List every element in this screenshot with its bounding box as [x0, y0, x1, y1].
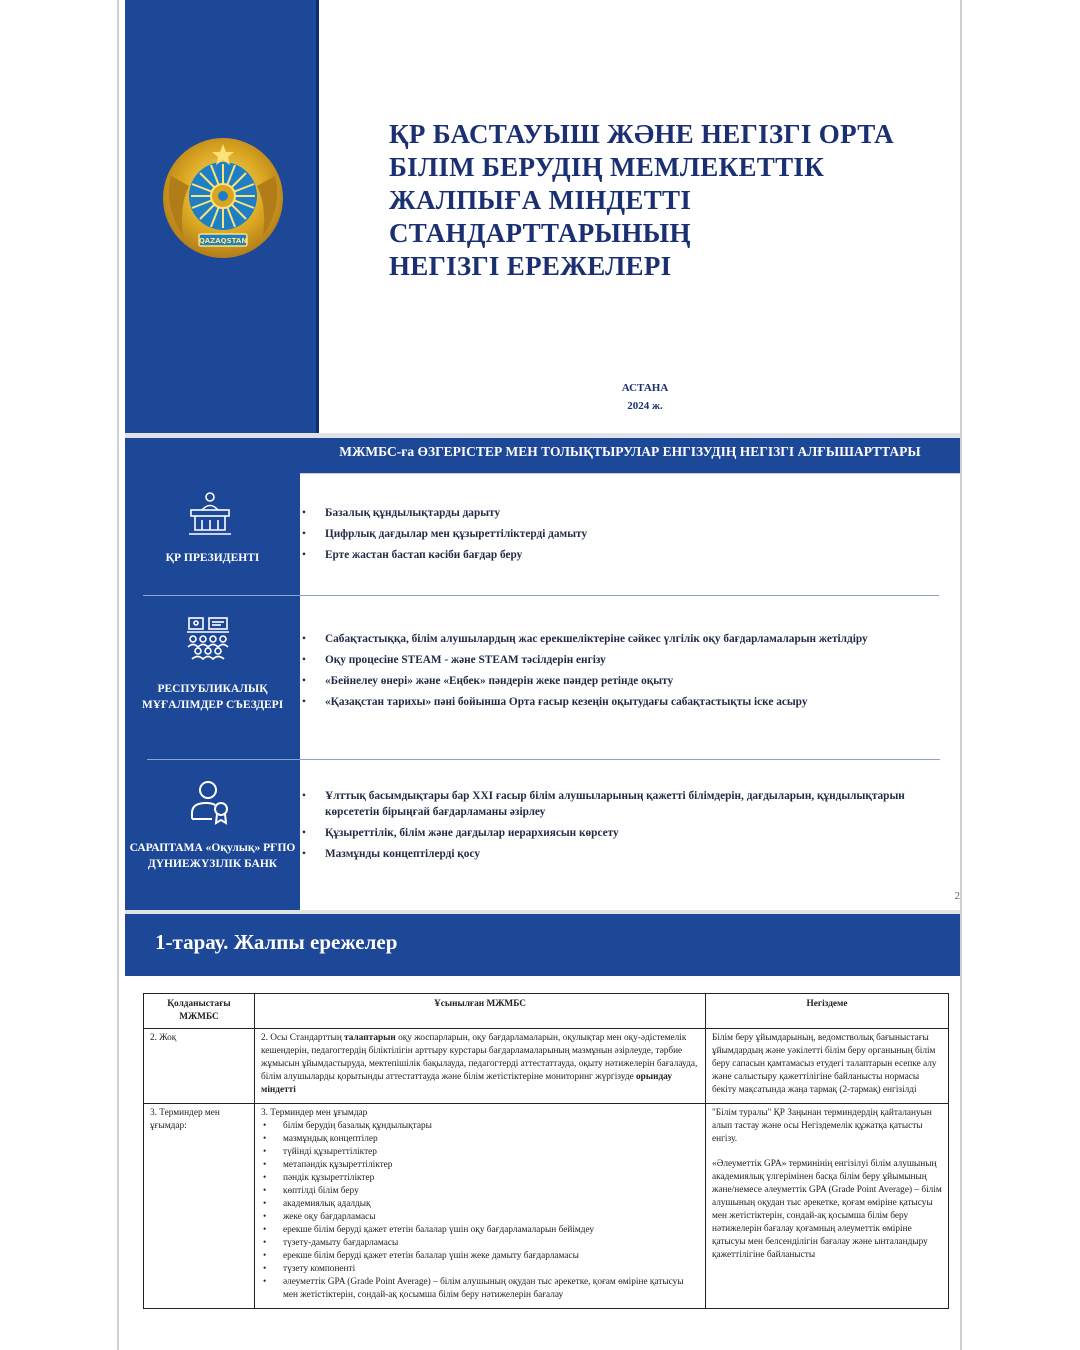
chapter-header: [125, 914, 960, 976]
title-line: НЕГІЗГІ ЕРЕЖЕЛЕРІ: [389, 251, 672, 281]
list-item: • пәндік құзыреттіліктер: [261, 1172, 699, 1185]
general-provisions-slide: [125, 914, 960, 1350]
list-item: • әлеуметтік GPA (Grade Point Average) – білім алушының оқудан тыс әрекетке, қоғам өміріне қатысуы мен жетістіктерін, сондай-ақ қосымша білім беру нәтижелерін бағалау: [261, 1276, 699, 1302]
list-item: • Ерте жастан бастап кәсіби бағдар беру: [300, 547, 920, 563]
list-item: • мазмұндық концептілер: [261, 1133, 699, 1146]
podium-speaker-icon: [187, 490, 233, 536]
list-item: • Құзыреттілік, білім және дағдылар иерархиясын көрсету: [300, 825, 920, 841]
prerequisites-header: [300, 438, 960, 473]
title-line: ЖАЛПЫҒА МІНДЕТТІ: [389, 185, 692, 215]
list-item: • ерекше білім беруді қажет ететін балалар үшін оқу бағдарламаларын бейімдеу: [261, 1224, 699, 1237]
cell-proposed: [255, 1029, 706, 1104]
state-emblem-icon: [161, 136, 285, 260]
list-item: • білім берудің базалық құндылықтары: [261, 1120, 699, 1133]
list-item: • Базалық құндылықтарды дарыту: [300, 505, 920, 521]
page-left-edge: [117, 0, 119, 1350]
title-line: СТАНДАРТТАРЫНЫҢ: [389, 218, 691, 248]
document-title: [389, 118, 949, 283]
section-label-expertise: САРАПТАМА «Оқулық» РҒПО ДҮНИЕЖҮЗІЛІК БАНК: [129, 842, 296, 870]
audience-presentation-icon: [185, 615, 231, 661]
table-row: [144, 1104, 949, 1309]
year-label: 2024 ж.: [627, 400, 663, 412]
prerequisites-slide: [125, 438, 960, 910]
list-item: • жеке оқу бағдарламасы: [261, 1211, 699, 1224]
section-divider: [147, 759, 940, 760]
list-item: • ерекше білім беруді қажет ететін балалар үшін жеке дамыту бағдарламасы: [261, 1250, 699, 1263]
terms-intro: 3. Терминдер мен ұғымдар: [261, 1108, 368, 1118]
list-item: • көптілді білім беру: [261, 1185, 699, 1198]
list-item: • Цифрлық дағдылар мен құзыреттіліктерді дамыту: [300, 526, 920, 542]
title-line: ҚР БАСТАУЫШ ЖӘНЕ НЕГІЗГІ ОРТА: [389, 119, 894, 149]
teachers-congress-list: [300, 631, 920, 715]
cell-current: 2. Жоқ: [144, 1029, 255, 1104]
page-right-edge: [960, 0, 962, 1350]
title-slide-sidebar-edge: [316, 0, 319, 433]
svg-text:QAZAQSTAN: QAZAQSTAN: [198, 237, 248, 245]
list-item: • академиялық адалдық: [261, 1198, 699, 1211]
list-item: • «Бейнелеу өнері» және «Еңбек» пәндерін жеке пәндер ретінде оқыту: [300, 673, 920, 689]
section-divider: [143, 595, 939, 596]
bold-run: талаптарын: [344, 1033, 396, 1043]
user-award-icon: [188, 779, 234, 825]
text-run: 2. Осы Стандарттың: [261, 1033, 345, 1043]
cell-justification: Білім беру ұйымдарының, ведомстволық бағыныстағы ұйымдардың және уәкілетті білім беру органының білім беру сапасын қамтамасыз етудегі талаптарын есепке алу және салыстыру қажеттілігіне байланысты нормасы бекіту мақсатында жаңа тармақ (2-тармақ) енгізілді: [706, 1029, 949, 1104]
column-header-proposed: Ұсынылған МЖМБС: [255, 994, 706, 1029]
list-item: • түйінді құзыреттіліктер: [261, 1146, 699, 1159]
justification-paragraph: «Әлеуметтік GPA» терминінің енгізілуі білім алушының академиялық үлгерімінен басқа білім беру ұйымының және/немесе әлеуметтік GPA (Grade Point Average) – білім алушының оқудан тыс әрекетке, қоғам өміріне қатысуы мен жетістіктерін, сондай-ақ қосымша білім беру нәтижелерін бағалау қоғамның әлеуметтік өміріне қатысуы мен белсенділігін бағалау және ынталандыру қажеттілігіне байланысты: [712, 1159, 942, 1260]
table-row: [144, 1029, 949, 1104]
place-and-date: [555, 379, 735, 415]
column-header-current: Қолданыстағы МЖМБС: [144, 994, 255, 1029]
city-label: АСТАНА: [621, 382, 669, 394]
section-label-president: ҚР ПРЕЗИДЕНТІ: [165, 552, 260, 564]
prerequisites-header-text: МЖМБС-ға ӨЗГЕРІСТЕР МЕН ТОЛЫҚТЫРУЛАР ЕНГІЗУДІҢ НЕГІЗГІ АЛҒЫШАРТТАРЫ: [339, 444, 921, 459]
chapter-title: 1-тарау. Жалпы ережелер: [155, 930, 398, 954]
list-item: • метапәндік құзыреттіліктер: [261, 1159, 699, 1172]
cell-proposed: [255, 1104, 706, 1309]
page-number: 2: [954, 890, 960, 902]
president-list: [300, 505, 920, 568]
list-item: • Сабақтастыққа, білім алушылардың жас ерекшеліктеріне сәйкес үлгілік оқу бағдарламаларын жетілдіру: [300, 631, 920, 647]
table-header-row: [144, 994, 949, 1029]
cell-justification: [706, 1104, 949, 1309]
list-item: • Мазмұнды концептілерді қосу: [300, 846, 920, 862]
list-item: • түзету компоненті: [261, 1263, 699, 1276]
text-run: оқу жоспарларын, оқу бағдарламаларын, оқулықтар мен оқу-әдістемелік кешендерін, педагогтердің біліктілігін арттыру курстары бағдарламаларының мазмұнын әзірлеуде, тәрбие жұмысын ұйымдастыруда, мектепішілік бақылауда, педагогтерді аттестаттауда, оқыту нәтижелерін бағалауда, білім алушыларды қорытынды аттестаттауда және білім жетістіктеріне мониторинг жүргізуде: [261, 1033, 698, 1082]
list-item: • Ұлттық басымдықтары бар ХХІ ғасыр білім алушыларының қажетті білімдерін, дағдыларын, құндылықтарын көрсететін бірыңғай бағдарламаны әзірлеу: [300, 788, 920, 820]
header-underline: [300, 473, 960, 474]
title-slide: [125, 0, 960, 433]
terms-list: [261, 1120, 699, 1302]
title-line: БІЛІМ БЕРУДІҢ МЕМЛЕКЕТТІК: [389, 152, 825, 182]
list-item: • түзету-дамыту бағдарламасы: [261, 1237, 699, 1250]
justification-paragraph: "Білім туралы" ҚР Заңынан терминдердің қайталануын алып тастау және осы Негіздемелік құжатқа қатысты енгізу.: [712, 1108, 932, 1144]
section-label-teachers-congress: РЕСПУБЛИКАЛЫҚ МҰҒАЛІМДЕР СЪЕЗДЕРІ: [141, 683, 284, 711]
bold-run: орындау міндетті: [261, 1072, 672, 1095]
title-slide-sidebar: [125, 0, 316, 433]
column-header-justification: Негіздеме: [706, 994, 949, 1029]
list-item: • Оқу процесіне STEAM - және STEAM тәсілдерін енгізу: [300, 652, 920, 668]
list-item: • «Қазақстан тарихы» пәні бойынша Орта ғасыр кезеңін оқытудағы сабақтастықты іске асыру: [300, 694, 920, 710]
comparison-table: [143, 993, 949, 1309]
expertise-list: [300, 788, 920, 867]
cell-current: 3. Терминдер мен ұғымдар:: [144, 1104, 255, 1309]
